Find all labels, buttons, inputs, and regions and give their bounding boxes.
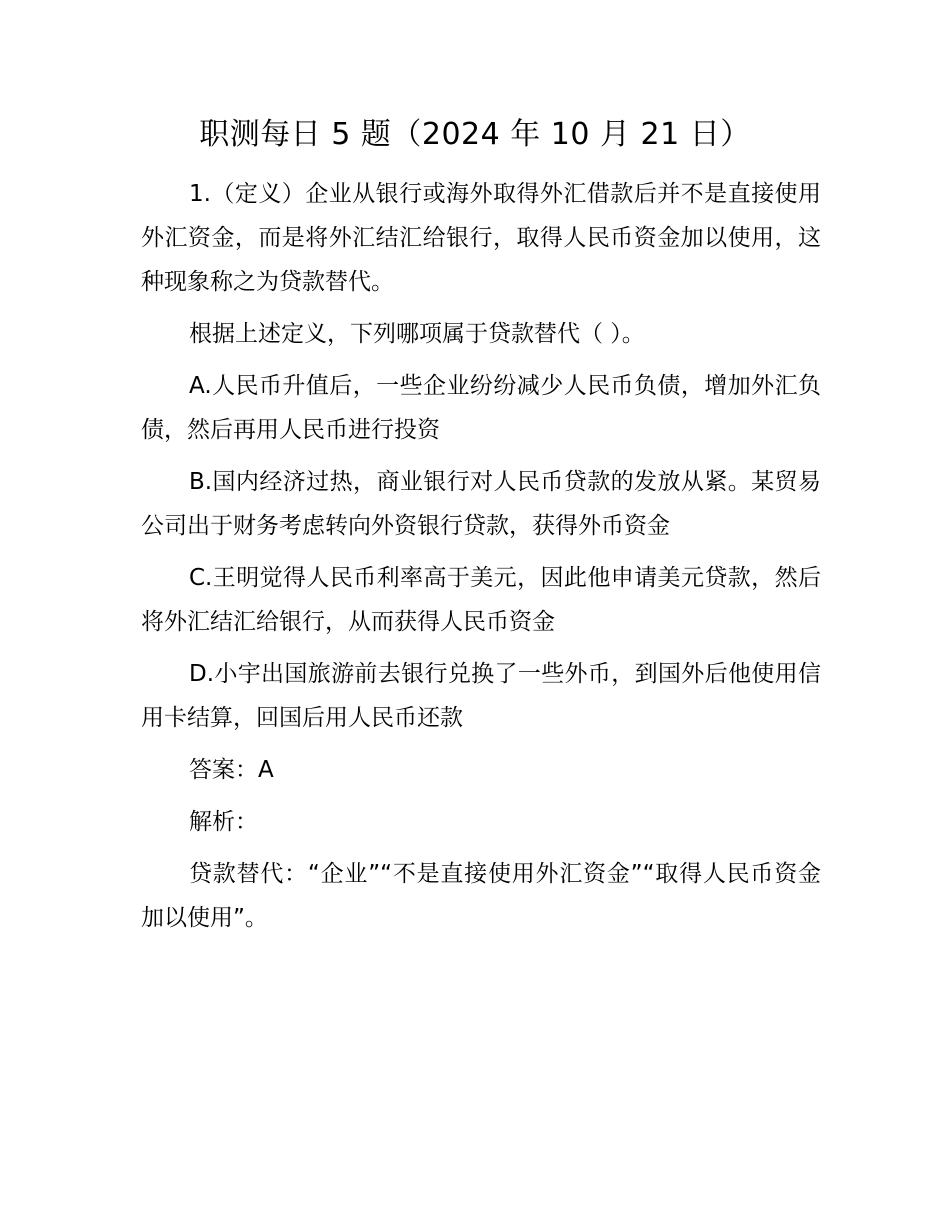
analysis-text: 贷款替代：“企业”“不是直接使用外汇资金”“取得人民币资金加以使用”。 [141,861,821,931]
analysis-label: 解析： [189,809,258,835]
option-c: C.王明觉得人民币利率高于美元，因此他申请美元贷款，然后将外汇结汇给银行，从而获得人民币资金 [141,565,821,635]
answer: 答案：A [189,757,274,783]
question-prompt: 根据上述定义，下列哪项属于贷款替代（ ）。 [189,321,645,347]
document-body [141,172,821,948]
option-a: A.人民币升值后，一些企业纷纷减少人民币负债，增加外汇负债，然后再用人民币进行投资 [141,373,821,443]
document-title: 职测每日 5 题（2024 年 10 月 21 日） [199,117,751,152]
option-b: B.国内经济过热，商业银行对人民币贷款的发放从紧。某贸易公司出于财务考虑转向外资银行贷款，获得外币资金 [141,469,821,539]
option-d: D.小宇出国旅游前去银行兑换了一些外币，到国外后他使用信用卡结算，回国后用人民币还款 [141,661,821,731]
question-definition: 1.（定义）企业从银行或海外取得外汇借款后并不是直接使用外汇资金，而是将外汇结汇给银行，取得人民币资金加以使用，这种现象称之为贷款替代。 [141,181,821,295]
